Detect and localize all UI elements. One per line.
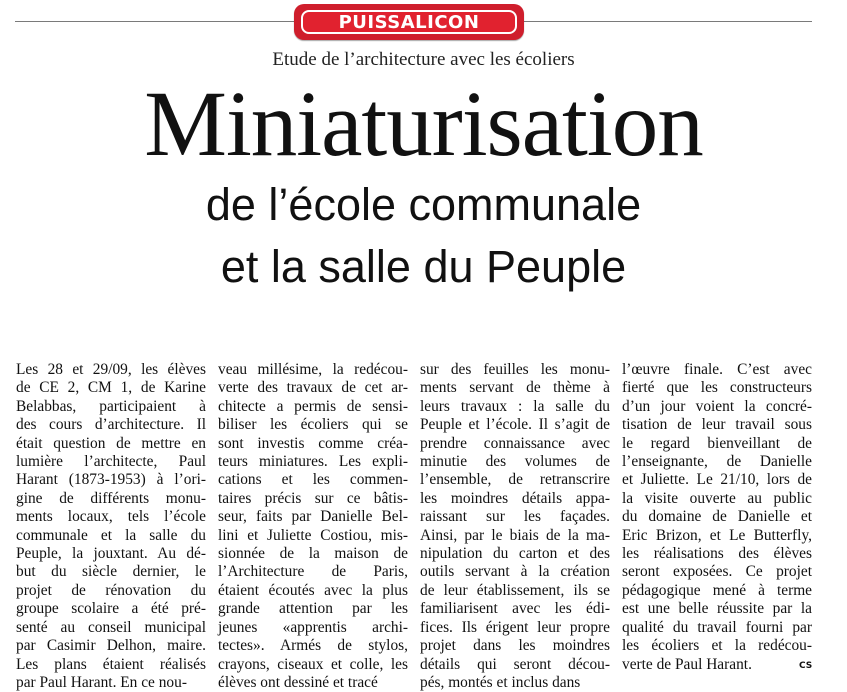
body-line: détails qui seront décou- <box>420 655 610 673</box>
body-line: Harant (1873-1953) à l’ori- <box>16 471 206 489</box>
body-line: les moindres détails appa- <box>420 489 610 507</box>
body-line: outils servant à la création <box>420 563 610 581</box>
body-line: des cours d’architecture. Il <box>16 416 206 434</box>
body-line: groupe scolaire a été pré- <box>16 600 206 618</box>
body-line: communale et la salle du <box>16 526 206 544</box>
body-line: fices. Ils érigent leur propre <box>420 618 610 636</box>
body-line: Peuple et l’école. Il s’agit de <box>420 416 610 434</box>
body-line: cations et les commen- <box>218 471 408 489</box>
body-line: seront exposées. Ce projet <box>622 563 812 581</box>
body-line: l’Architecture de Paris, <box>218 563 408 581</box>
body-line: est une belle réussite par la <box>622 600 812 618</box>
body-line: ments locaux, tels l’école <box>16 508 206 526</box>
body-column-2 <box>218 361 408 692</box>
section-tag-frame <box>301 10 517 34</box>
body-line: Ainsi, par le biais de la ma- <box>420 526 610 544</box>
body-line: par Paul Harant. En ce nou- <box>16 673 187 691</box>
body-line: verte des travaux de cet ar- <box>218 379 408 397</box>
body-line: sont investis comme créa- <box>218 434 408 452</box>
body-line: de leur établissement, ils se <box>420 581 610 599</box>
body-line: les réalisations des élèves <box>622 545 812 563</box>
body-line: l’ensemble, de retranscrire <box>420 471 610 489</box>
article-subhead-line-1: de l’école communale <box>205 179 642 230</box>
article-body <box>16 361 812 691</box>
header-rule-left <box>15 21 299 22</box>
body-line: sionnée de la maison de <box>218 545 408 563</box>
body-line: projet de rénovation du <box>16 581 206 599</box>
body-line: lumière l’architecte, Paul <box>16 453 206 471</box>
header-rule-right <box>520 21 812 22</box>
body-line: senté au conseil municipal <box>16 618 206 636</box>
body-line: d’un jour voient la concré- <box>622 397 812 415</box>
body-line: et Juliette. Le 21/10, lors de <box>622 471 812 489</box>
body-line: l’enseignante, de Danielle <box>622 453 812 471</box>
section-tag <box>294 4 524 40</box>
body-line: minutie des volumes de <box>420 453 610 471</box>
article-headline: Miniaturisation <box>144 73 703 176</box>
body-line: nipulation du carton et des <box>420 545 610 563</box>
body-line: élèves ont dessiné et tracé <box>218 673 378 691</box>
body-column-1 <box>16 361 206 692</box>
article-kicker: Etude de l’architecture avec les écoliers <box>272 49 575 70</box>
body-line: chitecte a permis de sensi- <box>218 397 408 415</box>
body-line: Les 28 et 29/09, les élèves <box>16 361 206 378</box>
body-line: teurs miniatures. Les expli- <box>218 453 408 471</box>
body-line: familiarisent avec les édi- <box>420 600 610 618</box>
article-subhead-line-2: et la salle du Peuple <box>220 241 627 292</box>
body-line: seur, faits par Danielle Bel- <box>218 508 408 526</box>
body-line: pés, montés et inclus dans <box>420 673 581 691</box>
body-line: veau millésime, la redécou- <box>218 361 408 378</box>
body-line: l’œuvre finale. C’est avec <box>622 361 812 378</box>
body-line: biliser les écoliers qui se <box>218 416 408 434</box>
section-label: PUISSALICON <box>338 11 480 33</box>
body-line: étaient écoutés avec la plus <box>218 581 408 599</box>
body-line: du domaine de Danielle et <box>622 508 812 526</box>
body-line: fierté que les constructeurs <box>622 379 812 397</box>
body-line: Les plans étaient réalisés <box>16 655 206 673</box>
body-line: jeunes «apprentis archi- <box>218 618 408 636</box>
body-line: tectes». Armés de stylos, <box>218 637 408 655</box>
body-line: gine de différents monu- <box>16 489 206 507</box>
body-line: Eric Brizon, et Le Butterfly, <box>622 526 812 544</box>
body-line: but du siècle dernier, le <box>16 563 206 581</box>
body-column-4 <box>622 361 812 674</box>
body-line: était question de mettre en <box>16 434 206 452</box>
body-line: les écoliers et la redécou- <box>622 637 812 655</box>
body-line: pédagogique mené à terme <box>622 581 812 599</box>
body-line: Peuple, la jouxtant. Au dé- <box>16 545 206 563</box>
author-signature: CS <box>799 661 813 671</box>
body-line: verte de Paul Harant. <box>622 655 752 673</box>
body-line: taires précis sur ce bâtis- <box>218 489 408 507</box>
body-line: lini et Juliette Costiou, mis- <box>218 526 408 544</box>
body-line: ments servant de thème à <box>420 379 610 397</box>
body-line: crayons, ciseaux et colle, les <box>218 655 408 673</box>
body-line: raissant sur les façades. <box>420 508 610 526</box>
body-line: tisation de leur travail sous <box>622 416 812 434</box>
body-column-3 <box>420 361 610 692</box>
body-line: le regard bienveillant de <box>622 434 812 452</box>
body-line: qualité du travail fourni par <box>622 618 812 636</box>
body-line: leurs travaux : la salle du <box>420 397 610 415</box>
body-line: par Casimir Delhon, maire. <box>16 637 206 655</box>
body-line: sur des feuilles les monu- <box>420 361 610 378</box>
body-line: la visite ouverte au public <box>622 489 812 507</box>
body-line: projet dans les moindres <box>420 637 610 655</box>
body-line: grande attention par les <box>218 600 408 618</box>
body-line: prendre connaissance avec <box>420 434 610 452</box>
body-line: Belabbas, participaient à <box>16 397 206 415</box>
body-line: de CE 2, CM 1, de Karine <box>16 379 206 397</box>
